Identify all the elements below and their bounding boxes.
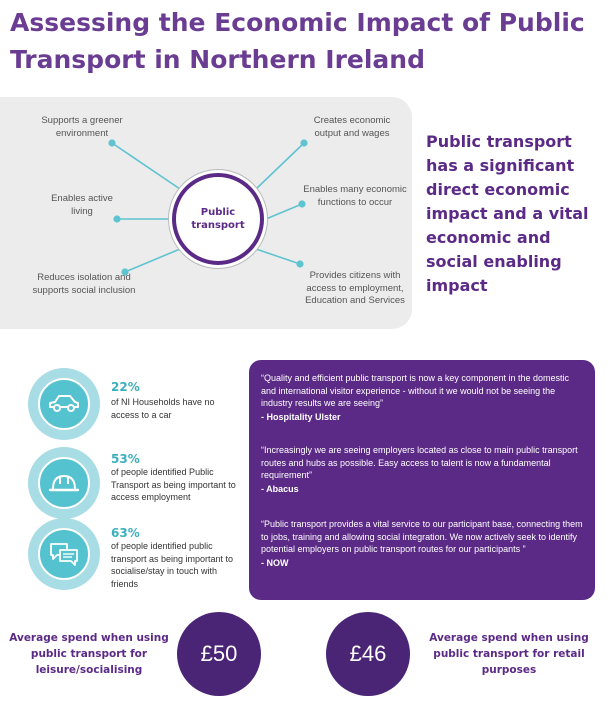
hub-center [172, 173, 264, 265]
hub-item-access-services: Provides citizens with access to employment, Education and Services [305, 270, 405, 306]
hub-item-economic-functions: Enables many economic functions to occur [303, 184, 407, 208]
stat-percent-car: 22% [111, 380, 140, 394]
quotes-panel [249, 360, 595, 600]
quote-source: - Hospitality Ulster [261, 411, 341, 422]
spend-label-leisure: Average spend when using public transport for leisure/socialising [9, 632, 169, 676]
stat-text-employment: of people identified Public Transport as being important to access employment [111, 467, 236, 502]
stat-percent-employment: 53% [111, 452, 140, 466]
quote-source: - Abacus [261, 483, 299, 494]
quote-text: “Increasingly we are seeing employers located as close to main public transport routes and hubs as possible. Easy access to talent is now a fundamental requirement” [261, 445, 578, 480]
stat-text-socialise: of people identified public transport as being important to socialise/stay in touch with friends [111, 541, 234, 589]
page-title: Assessing the Economic Impact of Public Transport in Northern Ireland [10, 8, 585, 74]
hard-hat-icon [28, 447, 100, 519]
car-icon [28, 368, 100, 440]
hub-item-active-living: Enables active living [51, 193, 113, 217]
hub-diagram [0, 97, 412, 329]
quote-now [261, 518, 585, 570]
quote-text: “Public transport provides a vital service to our participant base, connecting them to jobs, training and allowing social integration. We now actively seek to identify potential employers on public transport routes for our participants ” [261, 519, 583, 554]
hub-item-social-inclusion: Reduces isolation and supports social inclusion [32, 272, 136, 296]
hub-item-greener-environment: Supports a greener environment [41, 115, 123, 139]
spend-amount-retail: £46 [326, 612, 410, 696]
stat-text-car: of NI Households have no access to a car [111, 397, 215, 420]
hub-center-label: Public transport [191, 207, 245, 231]
spend-amount-leisure: £50 [177, 612, 261, 696]
spend-label-retail: Average spend when using public transport for retail purposes [429, 632, 589, 676]
stat-percent-socialise: 63% [111, 526, 140, 540]
quote-text: “Quality and efficient public transport is now a key component in the domestic and international visitor experience - without it we would not be seeing the industry results we are seeing” [261, 373, 569, 408]
summary-statement: Public transport has a significant direct economic impact and a vital economic and social enabling impact [426, 132, 589, 295]
quote-source: - NOW [261, 557, 289, 568]
quote-hospitality-ulster [261, 372, 585, 424]
hub-item-economic-output: Creates economic output and wages [313, 115, 391, 139]
quote-abacus [261, 444, 585, 496]
speech-bubbles-icon [28, 518, 100, 590]
